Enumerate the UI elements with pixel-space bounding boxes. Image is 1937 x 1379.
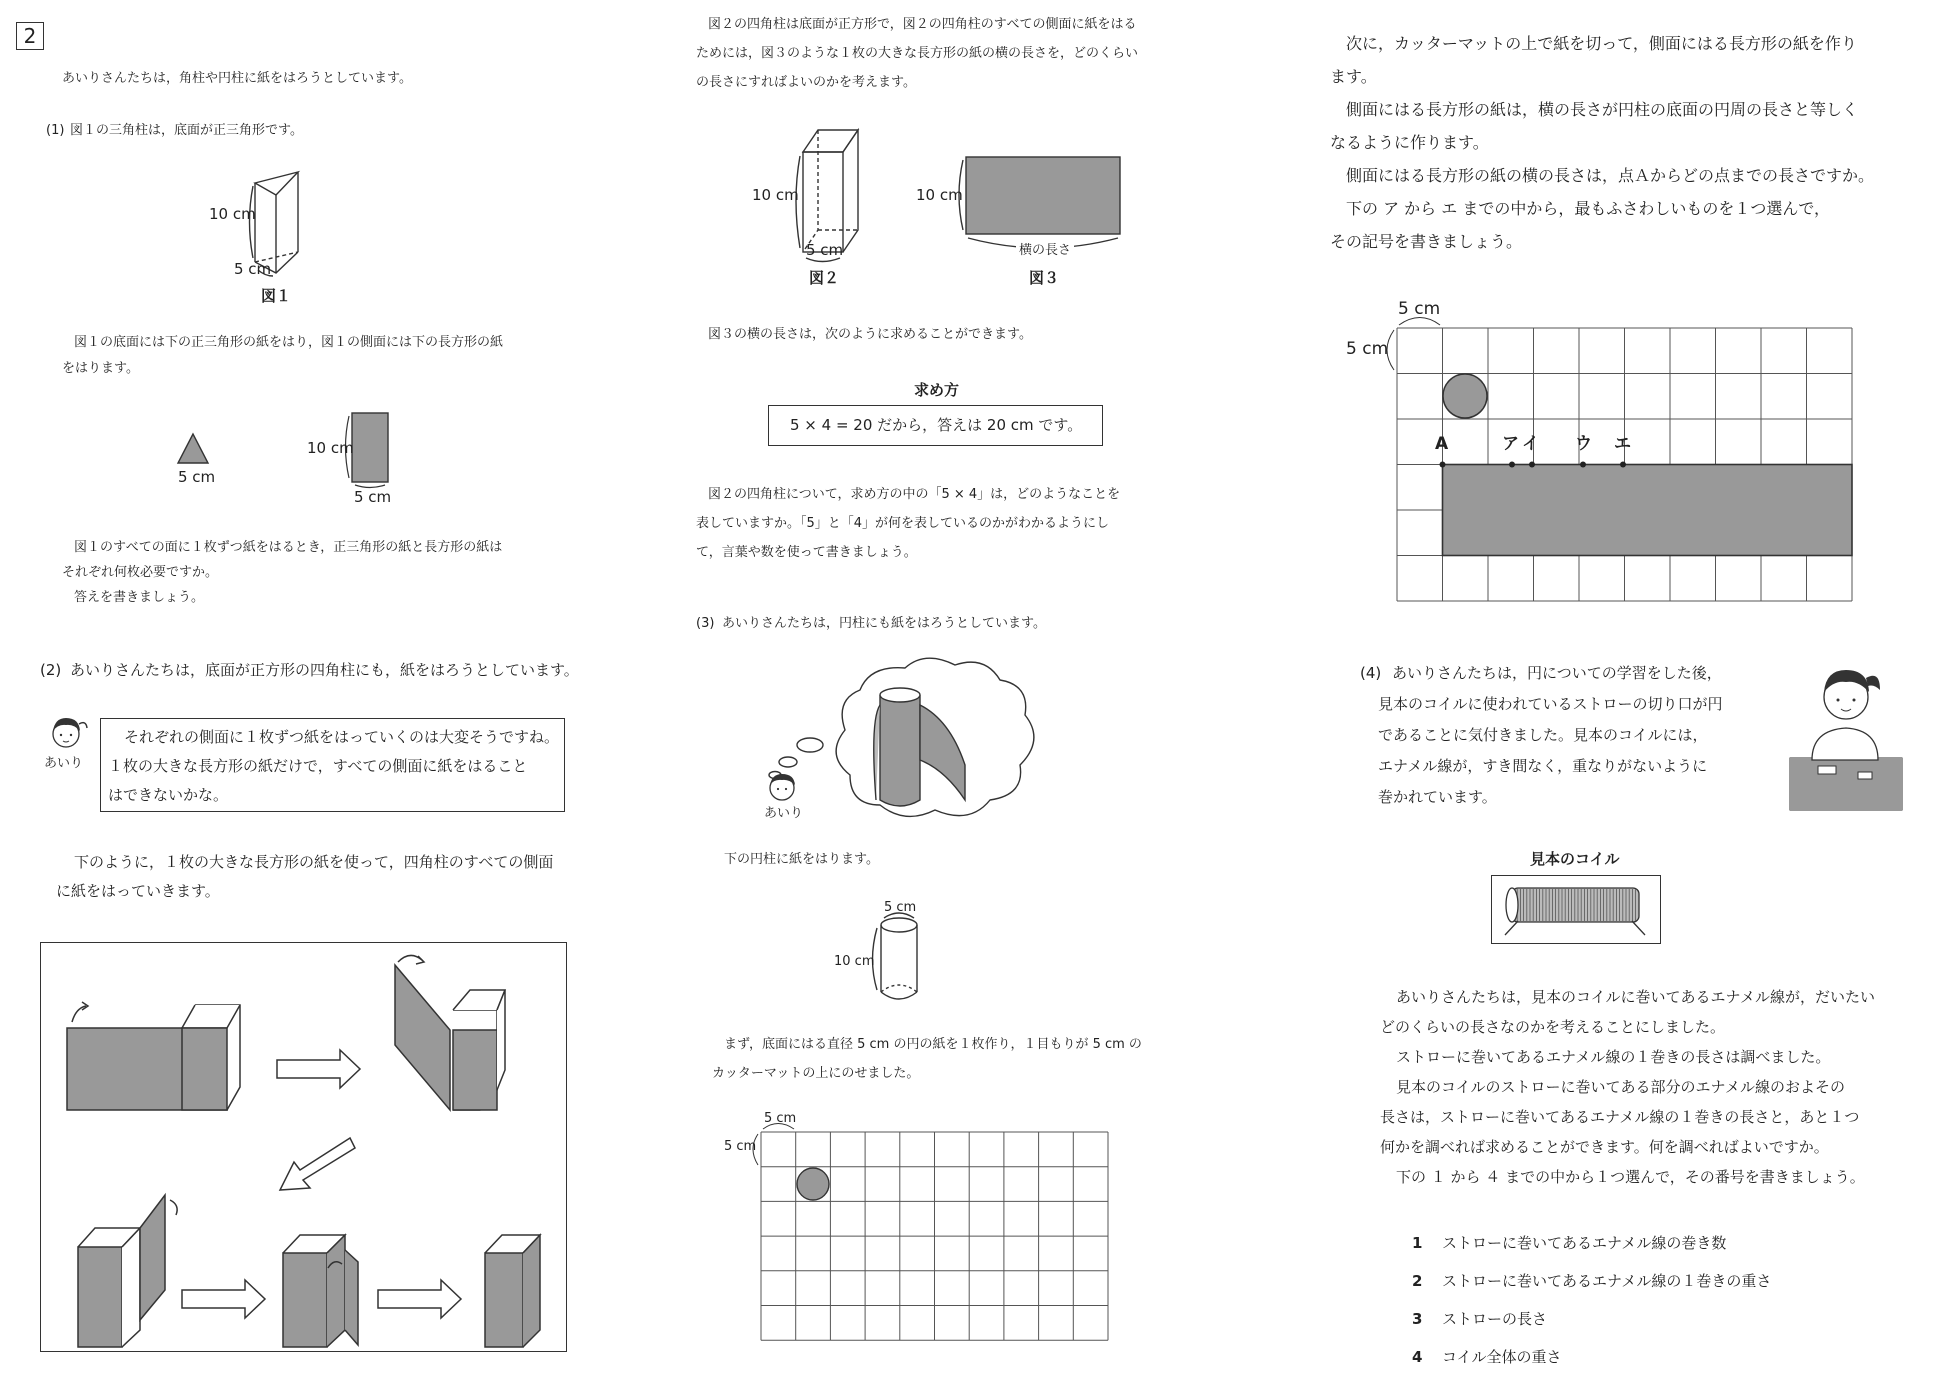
cylinder-top-label: 5 cm (884, 900, 917, 915)
airi-label-2: あいり (764, 806, 804, 821)
point-e: エ (1614, 434, 1631, 454)
point-i: イ (1522, 434, 1539, 454)
fig3-height-label: 10 cm (916, 186, 963, 204)
grid2-left-label: 5 cm (1346, 339, 1389, 359)
c3-r5: 長さは，ストローに巻いてあるエナメル線の１巻きの長さと，あと１つ (1380, 1108, 1860, 1126)
q4-line-e: 巻かれています。 (1378, 788, 1497, 806)
fig2-width-label: 5 cm (806, 241, 844, 259)
grid1-left-label: 5 cm (724, 1139, 757, 1154)
grid1-top-label: 5 cm (764, 1111, 797, 1126)
q4-line-a: あいりさんたちは，円についての学習をした後， (1392, 664, 1722, 682)
option-1-text: ストローに巻いてあるエナメル線の巻き数 (1442, 1234, 1727, 1252)
c3-p3: 側面にはる長方形の紙は，横の長さが円柱の底面の円周の長さと等しく (1346, 100, 1859, 119)
q4-line-b: 見本のコイルに使われているストローの切り口が円 (1378, 695, 1723, 713)
rect-width-label: 5 cm (354, 488, 392, 506)
speech-line-2: １枚の大きな長方形の紙だけで，すべての側面に紙をはること (108, 757, 528, 775)
c3-r7: 下の １ から ４ までの中から１つ選んで，その番号を書きましょう。 (1396, 1168, 1865, 1186)
c2-p10: カッターマットの上にのせました。 (712, 1066, 920, 1081)
point-a: ア (1502, 434, 1519, 454)
c2-p4: 図３の横の長さは，次のように求めることができます。 (708, 327, 1032, 342)
c2-p3: の長さにすればよいのかを考えます。 (696, 75, 916, 90)
c3-p1: 次に，カッターマットの上で紙を切って，側面にはる長方形の紙を作り (1346, 34, 1857, 53)
q4-line-d: エナメル線が，すき間なく，重なりがないように (1378, 757, 1708, 775)
triangle-label: 5 cm (178, 468, 216, 486)
q2-text: あいりさんたちは，底面が正方形の四角柱にも，紙をはろうとしています。 (70, 661, 579, 679)
c3-p2: ます。 (1330, 67, 1377, 86)
c3-r6: 何かを調べれば求めることができます。何を調べればよいですか。 (1380, 1138, 1829, 1156)
c3-p5: 側面にはる長方形の紙の横の長さは，点Ａからどの点までの長さですか。 (1346, 166, 1875, 185)
c2-p8: 下の円柱に紙をはります。 (724, 852, 879, 867)
fig1-caption: 図１ (261, 287, 292, 305)
c2-p1: 図２の四角柱は底面が正方形で，図２の四角柱のすべての側面に紙をはる (708, 17, 1137, 32)
c2-p2: ためには，図３のような１枚の大きな長方形の紙の横の長さを，どのくらい (696, 46, 1139, 61)
point-u: ウ (1575, 434, 1592, 454)
speech-line-1: それぞれの側面に１枚ずつ紙をはっていくのは大変そうですね。 (124, 728, 560, 746)
method-text: 5 × 4 = 20 だから，答えは 20 cm です。 (790, 416, 1083, 434)
c3-r3: ストローに巻いてあるエナメル線の１巻きの長さは調べました。 (1396, 1048, 1831, 1066)
c2-p7: て，言葉や数を使って書きましょう。 (696, 545, 917, 560)
fig1-height-label: 10 cm (209, 205, 256, 223)
c3-r4: 見本のコイルのストローに巻いてある部分のエナメル線のおよその (1396, 1078, 1845, 1096)
fig2-height-label: 10 cm (752, 186, 799, 204)
grid2-top-label: 5 cm (1398, 299, 1441, 319)
option-4-text: コイル全体の重さ (1442, 1348, 1562, 1366)
q4-label: (4) (1360, 664, 1382, 682)
c3-p6: 下の ア から エ までの中から，最もふさわしいものを１つ選んで， (1346, 199, 1831, 218)
speech-line-3: はできないかな。 (108, 786, 229, 804)
q1-para1b: をはります。 (62, 361, 139, 376)
q1-para1a: 図１の底面には下の正三角形の紙をはり，図１の側面には下の長方形の紙 (74, 335, 504, 350)
intro-text: あいりさんたちは，角柱や円柱に紙をはろうとしています。 (62, 71, 412, 86)
c3-r1: あいりさんたちは，見本のコイルに巻いてあるエナメル線が，だいたい (1396, 988, 1875, 1006)
q1-label: (1) (46, 123, 65, 138)
coil-title: 見本のコイル (1530, 850, 1620, 868)
q2-para2: に紙をはっていきます。 (56, 882, 220, 900)
q3-label: (3) (696, 616, 715, 631)
q1-para2b: それぞれ何枚必要ですか。 (62, 565, 219, 580)
c3-r2: どのくらいの長さなのかを考えることにしました。 (1380, 1018, 1726, 1036)
option-1-number: 1 (1412, 1234, 1423, 1252)
c2-p9: まず，底面にはる直径 5 cm の円の紙を１枚作り，１目もりが 5 cm の (724, 1037, 1142, 1052)
cylinder-height-label: 10 cm (834, 954, 875, 969)
method-title: 求め方 (914, 381, 960, 399)
q2-label: (2) (40, 661, 62, 679)
c2-p5: 図２の四角柱について，求め方の中の「5 × 4」は，どのようなことを (708, 487, 1121, 502)
q2-para1: 下のように，１枚の大きな長方形の紙を使って，四角柱のすべての側面 (74, 853, 554, 871)
q1-text: 図１の三角柱は，底面が正三角形です。 (70, 123, 303, 138)
option-3-number: 3 (1412, 1310, 1423, 1328)
rect-height-label: 10 cm (307, 439, 354, 457)
airi-label-1: あいり (44, 756, 84, 771)
fig3-caption: 図３ (1029, 269, 1060, 287)
fig1-width-label: 5 cm (234, 260, 272, 278)
option-3-text: ストローの長さ (1442, 1310, 1548, 1328)
c3-p7: その記号を書きましょう。 (1330, 232, 1523, 251)
option-2-number: 2 (1412, 1272, 1423, 1290)
fig2-caption: 図２ (809, 269, 840, 287)
q3-text: あいりさんたちは，円柱にも紙をはろうとしています。 (722, 616, 1046, 631)
option-4-number: 4 (1412, 1348, 1423, 1366)
option-2-text: ストローに巻いてあるエナメル線の１巻きの重さ (1442, 1272, 1772, 1290)
c3-p4: なるように作ります。 (1330, 133, 1489, 152)
section-number: 2 (16, 22, 44, 50)
q1-para2c: 答えを書きましょう。 (74, 590, 205, 605)
q4-line-c: であることに気付きました。見本のコイルには， (1378, 726, 1708, 744)
point-A: A (1435, 434, 1449, 454)
c2-p6: 表していますか。「5」と「4」が何を表しているのかがわかるようにし (696, 516, 1110, 531)
fig3-width-label: 横の長さ (1016, 244, 1074, 257)
q1-para2a: 図１のすべての面に１枚ずつ紙をはるとき，正三角形の紙と長方形の紙は (74, 540, 503, 555)
